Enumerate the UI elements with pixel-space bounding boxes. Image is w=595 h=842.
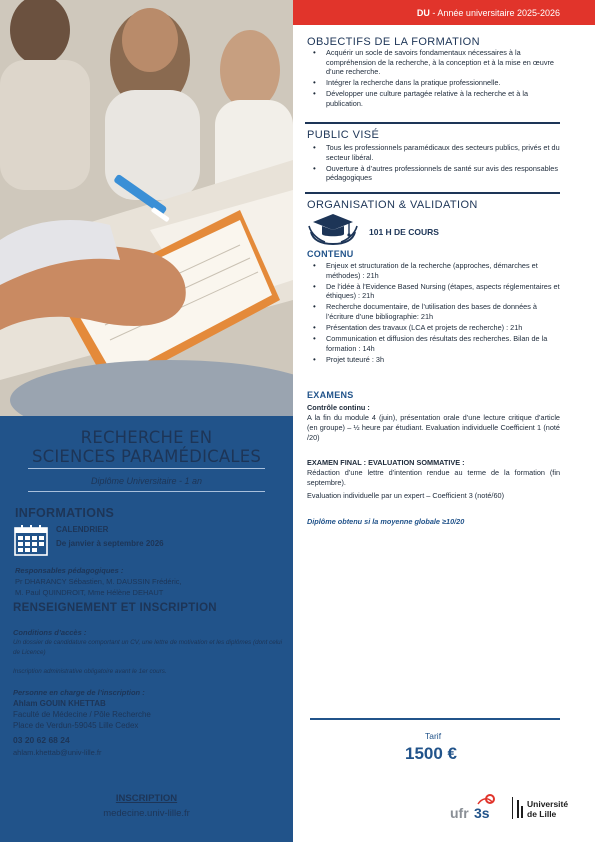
list-item: • Enjeux et structuration de la recherche (approches, démarches et méthodes) : 21h <box>313 261 563 280</box>
contact-email-link[interactable]: ahlam.khettab@univ-lille.fr <box>13 748 102 757</box>
list-item: • Ouverture à d’autres professionnels de santé sur avis des responsables pédagogiques <box>313 164 563 183</box>
examens-heading: EXAMENS <box>307 390 354 400</box>
ufr3s-logo <box>448 792 500 822</box>
list-item: • Acquérir un socle de savoirs fondamentaux nécessaires à la compréhension de la recherche, à la conception et à la mise en œuvre d’une recherche. <box>313 48 563 77</box>
svg-text:de Lille: de Lille <box>527 809 557 819</box>
examen-final-label: EXAMEN FINAL : EVALUATION SOMMATIVE : <box>307 458 465 467</box>
inscription-url-link[interactable]: medecine.univ-lille.fr <box>103 808 190 819</box>
contenu-list <box>313 261 563 366</box>
conditions-text: Un dossier de candidature comportant un CV, une lettre de motivation et les diplômes (dont celui de Licence) <box>13 639 283 656</box>
contact-label: Personne en charge de l’inscription : <box>13 688 145 697</box>
list-item: • Développer une culture partagée relative à la recherche et à la publication. <box>313 89 563 108</box>
students-writing-illustration <box>0 0 293 416</box>
responsables-list <box>15 576 285 598</box>
public-heading: PUBLIC VISÉ <box>307 129 380 141</box>
list-item: • De l’idée à l’Evidence Based Nursing (étapes, aspects réglementaires et éthiques) : 21h <box>313 282 563 301</box>
year-banner <box>293 0 595 25</box>
responsables-label: Responsables pédagogiques : <box>15 566 124 575</box>
registration-heading: RENSEIGNEMENT ET INSCRIPTION <box>13 602 217 614</box>
responsables-line-2: M. Paul QUINDROIT, Mme Hélène DEHAUT <box>15 588 164 597</box>
title-line-2: SCIENCES PARAMÉDICALES <box>31 447 262 466</box>
administrative-note: Inscription administrative obligatoire avant le 1er cours. <box>13 668 167 675</box>
svg-text:ufr: ufr <box>450 805 469 821</box>
informations-heading: INFORMATIONS <box>15 506 115 520</box>
list-item: • Recherche documentaire, de l’utilisation des bases de données à l’écriture d’une bibliographie: 21h <box>313 302 563 321</box>
title-divider-top <box>28 468 265 469</box>
examen-final-evaluation: Evaluation individuelle par un expert – Coefficient 3 (noté/60) <box>307 491 505 500</box>
organisation-heading: ORGANISATION & VALIDATION <box>307 199 478 211</box>
svg-text:Université: Université <box>527 799 569 809</box>
cover-photo <box>0 0 293 416</box>
tarif-divider <box>310 718 560 720</box>
contact-department: Faculté de Médecine / Pôle Recherche <box>13 710 151 719</box>
objectifs-divider <box>305 122 560 124</box>
title-divider-bottom <box>28 491 265 492</box>
responsables-line-1: Pr DHARANCY Sébastien, M. DAUSSIN Frédéric, <box>15 577 182 586</box>
contact-phone[interactable]: 03 20 62 68 24 <box>13 735 70 745</box>
left-column <box>0 0 293 842</box>
examen-final-text: Rédaction d’une lettre d’intention rendue au terme de la formation (fin septembre). <box>307 468 560 487</box>
public-list <box>313 143 563 184</box>
calendar-dates: De janvier à septembre 2026 <box>56 539 164 548</box>
title-line-1: RECHERCHE EN <box>80 428 213 447</box>
diploma-subtitle: Diplôme Universitaire - 1 an <box>90 476 203 486</box>
banner-prefix: DU <box>416 8 430 18</box>
graduation-cap-icon <box>307 212 359 246</box>
objectifs-list <box>313 48 563 110</box>
list-item: • Tous les professionnels paramédicaux des secteurs publics, privés et du secteur libéral. <box>313 143 563 162</box>
public-divider <box>305 192 560 194</box>
hours-total: 101 H DE COURS <box>369 227 439 237</box>
conditions-label: Conditions d’accès : <box>13 628 87 637</box>
list-item: • Projet tuteuré : 3h <box>313 355 563 365</box>
diploma-condition: Diplôme obtenu si la moyenne globale ≥10/20 <box>307 517 465 526</box>
objectifs-heading: OBJECTIFS DE LA FORMATION <box>307 36 480 48</box>
contact-address: Place de Verdun-59045 Lille Cedex <box>13 721 139 730</box>
contact-name: Ahlam GOUIN KHETTAB <box>13 699 106 708</box>
list-item: • Intégrer la recherche dans la pratique professionnelle. <box>313 78 563 88</box>
controle-continu-text: A la fin du module 4 (juin), présentation orale d’une lecture critique d’article (en groupe) – ½ heure par étudiant. Evaluation individuelle Coefficient 1 (noté /20) <box>307 413 560 442</box>
controle-continu-label: Contrôle continu : <box>307 403 370 412</box>
universite-de-lille-logo <box>516 798 578 820</box>
list-item: • Présentation des travaux (LCA et projets de recherche) : 21h <box>313 323 563 333</box>
calendar-label: CALENDRIER <box>56 525 109 534</box>
inscription-link-label[interactable]: INSCRIPTION <box>115 793 178 804</box>
contenu-heading: CONTENU <box>307 249 354 259</box>
svg-text:3s: 3s <box>474 805 490 821</box>
page-title <box>0 428 293 466</box>
list-item: • Communication et diffusion des résultats des recherches. Bilan de la formation : 14h <box>313 334 563 353</box>
banner-text: - Année universitaire 2025-2026 <box>429 8 560 18</box>
tarif-price: 1500 € <box>405 744 457 763</box>
calendar-icon <box>14 524 48 556</box>
logo-separator <box>512 797 513 819</box>
tarif-label: Tarif <box>425 731 442 741</box>
